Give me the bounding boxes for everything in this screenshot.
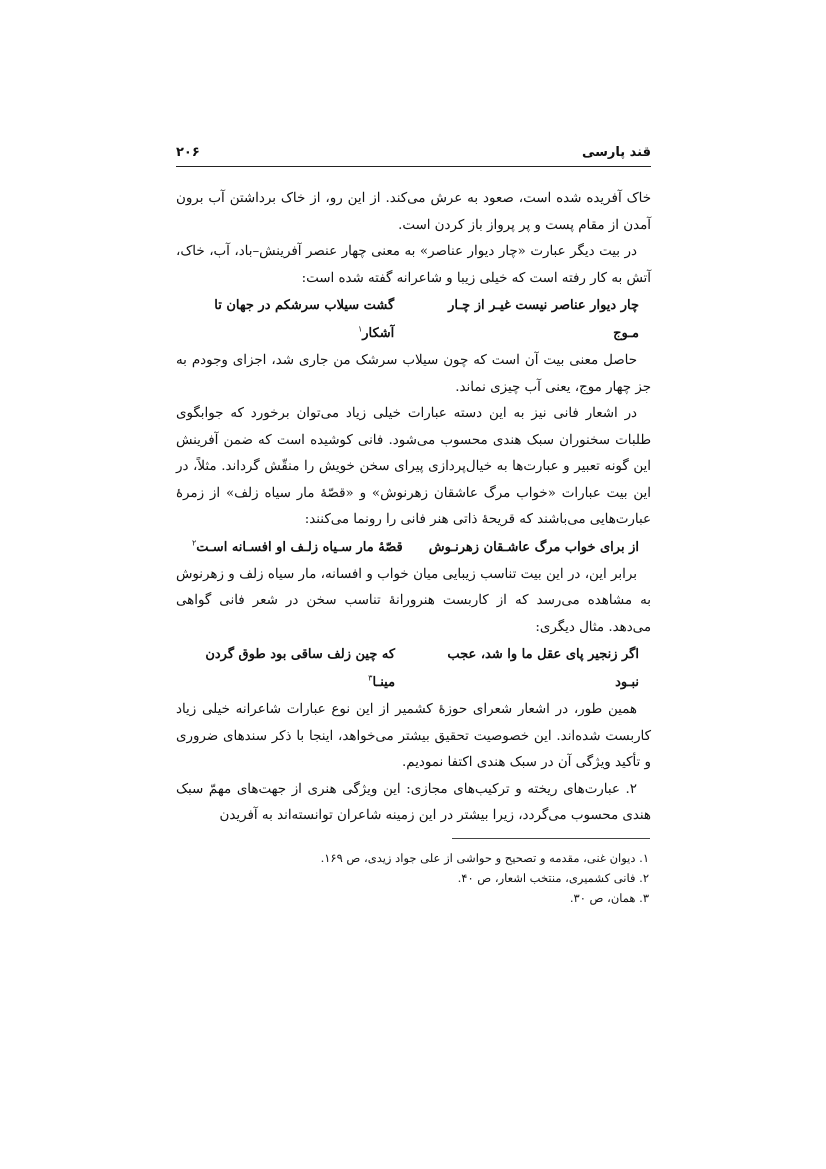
footnotes	[176, 848, 651, 908]
verse-3-hemistich-2: که چین زلف ساقی بود طوق گردن مینـا	[205, 647, 396, 690]
verse-3	[176, 641, 651, 697]
paragraph-5: برابر این، در این بیت تناسب زیبایی میان خواب و افسانه، مار سیاه زلف و زهرنوش به مشاهده می‌رسد که از کاربست هنرورانهٔ تناسب سخن در شعر فانی گواهی می‌دهد. مثال دیگری:	[176, 566, 651, 635]
footnote-2: ۲. فانی کشمیری، منتخب اشعار، ص ۴۰.	[457, 871, 649, 885]
paragraph-3: حاصل معنی بیت آن است که چون سیلاب سرشک من جاری شد، اجزای وجودم به جز چهار موج، یعنی آب چیزی نماند.	[176, 353, 651, 395]
verse-1-hemistich-2: گشت سیلاب سرشکم در جهان تا آشکار	[214, 298, 395, 341]
verse-1	[176, 292, 651, 348]
page-number: ۲۰۶	[176, 145, 200, 160]
verse-2-hemistich-1: از برای خواب مرگ عاشـقان زهرنـوش	[428, 539, 639, 555]
verse-3-hemistich-1: اگر زنجیر پای عقل ما وا شد، عجب نبـود	[447, 647, 639, 690]
footnote-1: ۱. دیوان غنی، مقدمه و تصحیح و حواشی از علی جواد زیدی، ص ۱۶۹.	[320, 851, 649, 865]
footnote-rule	[452, 838, 650, 839]
paragraph-2: در بیت دیگر عبارت «چار دیوار عناصر» به معنی چهار عنصر آفرینش–باد، آب، خاک، آتش به کار رفته است که خیلی زیبا و شاعرانه گفته شده است:	[176, 244, 651, 286]
paragraph-4: در اشعار فانی نیز به این دسته عبارات خیلی زیاد می‌توان برخورد که جوابگوی طلبات سخنوران سبک هندی محسوب می‌شود. فانی کوشیده است که ضمن آفرینش این گونه تعبیر و عبارت‌ها به خیال‌پردازی پیرای سخن خویش را منقّش گرداند. مثلاً، در این بیت عبارات «خواب مرگ عاشقان زهرنوش» و «قصّهٔ مار سیاه زلف» از زمرهٔ عبارت‌هایی می‌باشند که قریحهٔ ذاتی هنر فانی را رونما می‌کنند:	[176, 406, 651, 527]
running-header	[176, 143, 651, 165]
paragraph-1: خاک آفریده شده است، صعود به عرش می‌کند. از این رو، از خاک برداشتن آب برون آمدن از مقام پست و پر پرواز باز کردن است.	[176, 191, 651, 233]
verse-1-hemistich-1: چار دیوار عناصر نیست غیـر از چـار مـوج	[448, 298, 639, 341]
footnote-ref-3[interactable]: ۳	[368, 673, 373, 683]
verse-2	[176, 534, 651, 562]
verse-2-hemistich-2: قصّهٔ مار سـیاه زلـف او افسـانه اسـت	[196, 539, 403, 555]
paragraph-6: همین طور، در اشعار شعرای حوزهٔ کشمیر از این نوع عبارات شاعرانه خیلی زیاد کاربست شده‌اند. این خصوصیت تحقیق بیشتر می‌خواهد، اینجا با ذکر سندهای ضروری و تأکید ویژگی آن در سبک هندی اکتفا نمودیم.	[176, 702, 651, 770]
paragraph-7: ۲. عبارت‌های ریخته و ترکیب‌های مجازی: این ویژگی هنری از جهت‌های مهمّ سبک هندی محسوب می‌گردد، زیرا بیشتر در این زمینه شاعران توانسته‌اند به آفریدن	[176, 781, 651, 823]
header-rule	[176, 166, 651, 167]
footnote-3: ۳. همان، ص ۳۰.	[569, 891, 649, 905]
book-title: قند پارسی	[581, 145, 651, 160]
footnote-ref-2[interactable]: ۲	[191, 538, 197, 548]
main-text	[176, 186, 651, 830]
footnote-ref-1[interactable]: ۱	[357, 324, 363, 334]
